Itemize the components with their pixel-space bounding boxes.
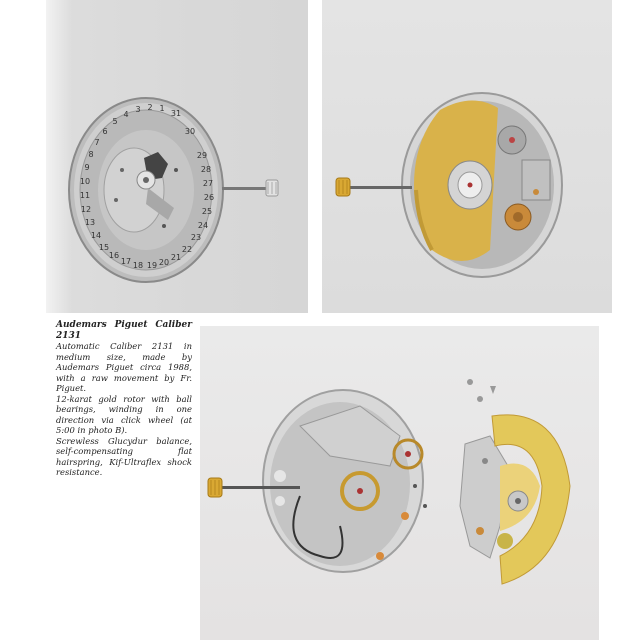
svg-text:6: 6 <box>102 127 108 136</box>
svg-text:15: 15 <box>98 243 110 252</box>
svg-text:10: 10 <box>79 177 91 186</box>
svg-text:31: 31 <box>170 109 182 118</box>
svg-text:1: 1 <box>159 104 165 113</box>
svg-text:25: 25 <box>201 207 213 216</box>
crown-and-stem <box>336 178 412 196</box>
svg-text:9: 9 <box>84 163 90 172</box>
svg-text:18: 18 <box>132 261 144 270</box>
svg-text:12: 12 <box>80 205 92 214</box>
svg-text:3: 3 <box>135 105 141 114</box>
caption-title: Audemars Piguet Caliber 2131 <box>56 320 192 341</box>
caption-paragraph-3: Screwless Glucydur balance, self-compensating flat hairspring, Kif-Ultraflex shock resistance. <box>56 435 192 477</box>
svg-text:17: 17 <box>120 257 132 266</box>
loose-screws <box>467 379 496 402</box>
svg-text:28: 28 <box>200 165 212 174</box>
svg-text:29: 29 <box>196 151 208 160</box>
svg-text:20: 20 <box>158 258 170 267</box>
svg-text:24: 24 <box>197 221 209 230</box>
svg-text:30: 30 <box>184 127 196 136</box>
svg-text:21: 21 <box>170 253 182 262</box>
svg-text:8: 8 <box>88 150 94 159</box>
svg-text:4: 4 <box>123 110 129 119</box>
caption-paragraph-2: 12-karat gold rotor with ball bearings, winding in one direction via click wheel (at 5:00 in photo B). <box>56 393 192 435</box>
svg-text:5: 5 <box>112 117 118 126</box>
movement-disassembled <box>263 390 427 572</box>
svg-text:7: 7 <box>94 138 100 147</box>
svg-text:11: 11 <box>79 191 91 200</box>
crown-and-stem <box>222 180 278 196</box>
svg-text:26: 26 <box>203 193 215 202</box>
photo-c-exploded-view <box>200 326 599 640</box>
svg-text:27: 27 <box>202 179 214 188</box>
svg-text:16: 16 <box>108 251 120 260</box>
caption-paragraph-1: Automatic Caliber 2131 in medium size, made by Audemars Piguet circa 1988, with a raw movement by Fr. Piguet. <box>56 341 192 393</box>
movement-dial-side <box>69 98 223 282</box>
photo-caption <box>56 320 192 478</box>
svg-text:2: 2 <box>147 103 153 112</box>
svg-text:23: 23 <box>190 233 202 242</box>
svg-text:14: 14 <box>90 231 102 240</box>
movement-rotor-side <box>402 93 562 277</box>
svg-text:22: 22 <box>181 245 193 254</box>
svg-text:13: 13 <box>84 218 96 227</box>
svg-text:19: 19 <box>146 261 158 270</box>
gold-rotor <box>492 415 570 584</box>
photo-a-dial-side <box>46 0 308 313</box>
photo-b-rotor-side <box>322 0 612 313</box>
